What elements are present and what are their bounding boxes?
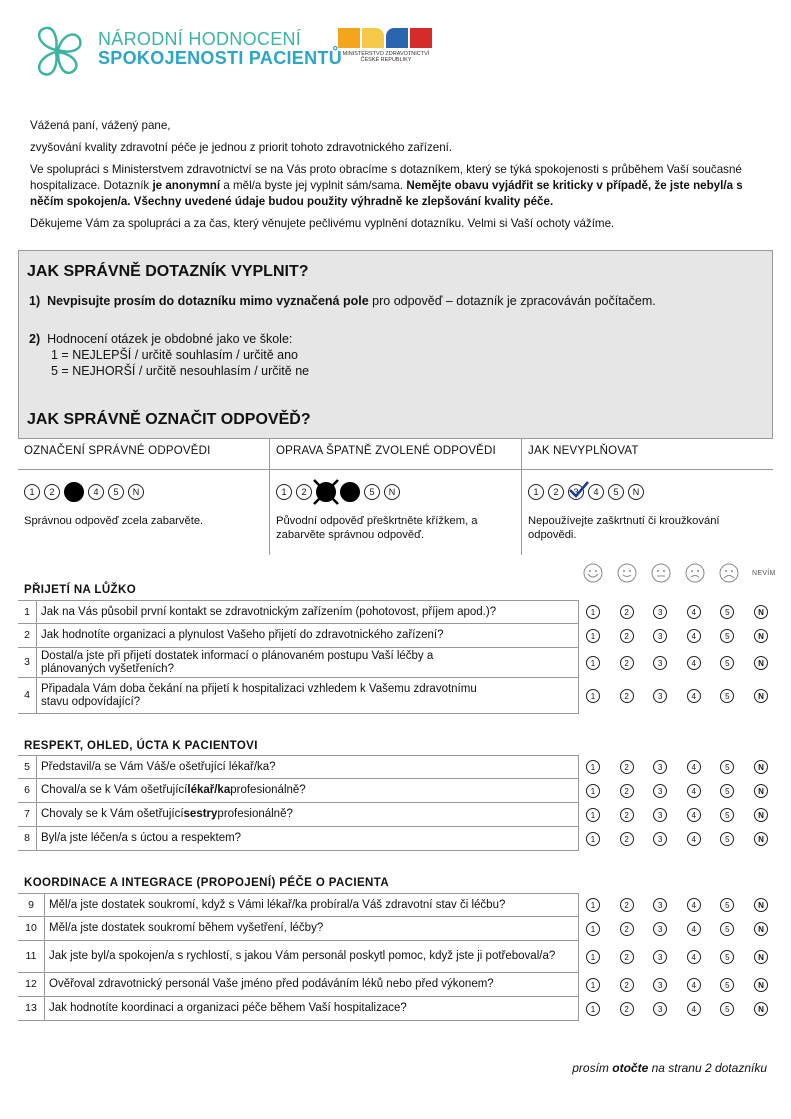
answer-bubble-2[interactable]: 2	[620, 605, 634, 619]
brand-title	[98, 30, 342, 68]
answer-bubble-5[interactable]: 5	[720, 656, 734, 670]
answer-bubble-1[interactable]: 1	[586, 784, 600, 798]
answer-bubble-4[interactable]: 4	[687, 605, 701, 619]
answer-options	[582, 1002, 774, 1016]
intro-text	[30, 118, 765, 238]
sad-face-icon	[685, 563, 705, 583]
answer-bubble-n[interactable]: N	[754, 978, 768, 992]
answer-bubble-1[interactable]: 1	[586, 950, 600, 964]
answer-bubble-1[interactable]: 1	[586, 1002, 600, 1016]
example-wrong: JAK NEVYPLŇOVAT 1 2 3 4 5 N Nepoužívejte zaškrtnutí či kroužkování odpovědi.	[522, 439, 773, 555]
answer-bubble-4[interactable]: 4	[687, 689, 701, 703]
answer-bubble-3[interactable]: 3	[653, 689, 667, 703]
answer-bubble-2[interactable]: 2	[620, 760, 634, 774]
answer-options	[582, 760, 774, 774]
answer-bubble-n[interactable]: N	[754, 784, 768, 798]
intro-p3: Děkujeme Vám za spolupráci a za čas, který věnujete pečlivému vyplnění dotazníku. Velmi si Vaší ochoty vážíme.	[30, 217, 615, 230]
section-title: KOORDINACE A INTEGRACE (PROPOJENÍ) PÉČE O PACIENTA	[24, 877, 390, 889]
answer-bubble-n[interactable]: N	[754, 950, 768, 964]
answer-bubble-2[interactable]: 2	[620, 656, 634, 670]
answer-bubble-n[interactable]: N	[754, 808, 768, 822]
answer-options	[582, 656, 774, 670]
instructions-title: JAK SPRÁVNĚ DOTAZNÍK VYPLNIT?	[27, 263, 309, 280]
question-row: 13 Jak hodnotíte koordinaci a organizaci péče během Vaší hospitalizace?	[18, 997, 578, 1021]
answer-bubble-1[interactable]: 1	[586, 605, 600, 619]
answer-bubble-5[interactable]: 5	[720, 605, 734, 619]
answer-bubble-5[interactable]: 5	[720, 760, 734, 774]
answer-options	[582, 832, 774, 846]
very-happy-face-icon	[583, 563, 603, 583]
answer-bubble-5[interactable]: 5	[720, 978, 734, 992]
answer-bubble-5[interactable]: 5	[720, 832, 734, 846]
section-title: RESPEKT, OHLED, ÚCTA K PACIENTOVI	[24, 740, 258, 752]
answer-bubble-4[interactable]: 4	[687, 832, 701, 846]
answer-options	[582, 898, 774, 912]
answer-bubble-3[interactable]: 3	[653, 898, 667, 912]
answer-bubble-2[interactable]: 2	[620, 1002, 634, 1016]
question-row: 7 Chovaly se k Vám ošetřující sestry profesionálně?	[18, 803, 578, 827]
answer-bubble-4[interactable]: 4	[687, 656, 701, 670]
answer-bubble-2[interactable]: 2	[620, 689, 634, 703]
answer-bubble-5[interactable]: 5	[720, 784, 734, 798]
crossed-out-mark-icon	[316, 482, 336, 502]
greeting: Vážená paní, vážený pane,	[30, 119, 171, 132]
answer-options	[582, 689, 774, 703]
answer-bubble-3[interactable]: 3	[653, 978, 667, 992]
answer-bubble-2[interactable]: 2	[620, 898, 634, 912]
answer-bubble-n[interactable]: N	[754, 605, 768, 619]
section-title: PŘIJETÍ NA LŮŽKO	[24, 584, 137, 596]
answer-options	[582, 978, 774, 992]
neutral-face-icon	[651, 563, 671, 583]
answer-bubble-2[interactable]: 2	[620, 629, 634, 643]
answer-bubble-1[interactable]: 1	[586, 978, 600, 992]
answer-bubble-n[interactable]: N	[754, 629, 768, 643]
answer-bubble-n[interactable]: N	[754, 1002, 768, 1016]
answer-bubble-5[interactable]: 5	[720, 898, 734, 912]
marking-examples	[18, 438, 773, 555]
example-bubbles: 1 2 5 N	[276, 482, 516, 502]
answer-bubble-2[interactable]: 2	[620, 978, 634, 992]
answer-bubble-2[interactable]: 2	[620, 784, 634, 798]
answer-options	[582, 629, 774, 643]
answer-bubble-5[interactable]: 5	[720, 950, 734, 964]
answer-bubble-1[interactable]: 1	[586, 808, 600, 822]
question-row: 3 Dostal/a jste při přijetí dostatek informací o plánovaném postupu Vaší léčby a plánovaných vyšetřeních?	[18, 648, 578, 678]
brand-line-1: NÁRODNÍ HODNOCENÍ	[98, 29, 302, 49]
answer-bubble-4[interactable]: 4	[687, 1002, 701, 1016]
answer-bubble-5[interactable]: 5	[720, 808, 734, 822]
clover-logo-icon	[28, 22, 86, 80]
answer-bubble-3[interactable]: 3	[653, 808, 667, 822]
example-bubbles: 1 2 4 5 N	[24, 482, 264, 502]
answer-bubble-1[interactable]: 1	[586, 629, 600, 643]
answer-bubble-n[interactable]: N	[754, 760, 768, 774]
ministry-logo	[338, 28, 434, 63]
ministry-logo-icon	[338, 28, 434, 48]
answer-bubble-1[interactable]: 1	[586, 898, 600, 912]
answer-bubble-n[interactable]: N	[754, 832, 768, 846]
question-row: 9 Měl/a jste dostatek soukromí, když s Vámi lékař/ka probíral/a Váš zdravotní stav či léčbu?	[18, 893, 578, 917]
question-row: 2 Jak hodnotíte organizaci a plynulost Vašeho přijetí do zdravotnického zařízení?	[18, 624, 578, 648]
answer-bubble-n[interactable]: N	[754, 656, 768, 670]
answer-bubble-5[interactable]: 5	[720, 689, 734, 703]
question-row: 12 Ověřoval zdravotnický personál Vaše jméno před podáváním léků nebo před výkonem?	[18, 973, 578, 997]
question-row: 6 Choval/a se k Vám ošetřující lékař/ka profesionálně?	[18, 779, 578, 803]
answer-bubble-3[interactable]: 3	[653, 922, 667, 936]
answer-bubble-3[interactable]: 3	[653, 950, 667, 964]
answer-bubble-1[interactable]: 1	[586, 832, 600, 846]
answer-bubble-4[interactable]: 4	[687, 950, 701, 964]
answer-bubble-3[interactable]: 3	[653, 760, 667, 774]
answer-bubble-4[interactable]: 4	[687, 784, 701, 798]
dont-know-label: NEVÍM	[752, 570, 776, 577]
answer-options	[582, 950, 774, 964]
answer-bubble-4[interactable]: 4	[687, 629, 701, 643]
answer-bubble-n[interactable]: N	[754, 689, 768, 703]
answer-bubble-1[interactable]: 1	[586, 656, 600, 670]
mark-title: JAK SPRÁVNĚ OZNAČIT ODPOVĚĎ?	[27, 411, 311, 428]
answer-bubble-4[interactable]: 4	[687, 978, 701, 992]
answer-bubble-2[interactable]: 2	[620, 832, 634, 846]
answer-bubble-3[interactable]: 3	[653, 784, 667, 798]
instruction-2: 2) Hodnocení otázek je obdobné jako ve škole: 1 = NEJLEPŠÍ / určitě souhlasím / určitě ano 5 = NEJHORŠÍ / určitě nesouhlasím / určitě ne	[29, 332, 310, 378]
answer-bubble-3[interactable]: 3	[653, 629, 667, 643]
answer-bubble-1[interactable]: 1	[586, 689, 600, 703]
answer-bubble-3[interactable]: 3	[653, 1002, 667, 1016]
example-correction: OPRAVA ŠPATNĚ ZVOLENÉ ODPOVĚDI 1 2 5 N Původní odpověď přeškrtněte křížkem, a zabarvěte správnou odpověď.	[270, 439, 522, 555]
question-row: 4 Připadala Vám doba čekání na přijetí k hospitalizaci vzhledem k Vašemu zdravotnímu stavu odpovídající?	[18, 678, 578, 714]
answer-bubble-3[interactable]: 3	[653, 605, 667, 619]
checkmark-icon: 3	[568, 484, 584, 500]
answer-bubble-2[interactable]: 2	[620, 808, 634, 822]
turn-page-note: prosím otočte na stranu 2 dotazníku	[572, 1061, 767, 1075]
question-row: 11 Jak jste byl/a spokojen/a s rychlostí, s jakou Vám personál poskytl pomoc, když jste ji potřeboval/a?	[18, 941, 578, 973]
answer-bubble-5[interactable]: 5	[720, 922, 734, 936]
very-sad-face-icon	[719, 563, 739, 583]
answer-bubble-4[interactable]: 4	[687, 898, 701, 912]
answer-options	[582, 922, 774, 936]
intro-p2: Ve spolupráci s Ministerstvem zdravotnictví se na Vás proto obracíme s dotazníkem, který se týká spokojenosti s průběhem Vaší současné hospitalizace. Dotazník je anonymní a měl/a byste jej vyplnit sám/sama. Nemějte obavu vyjádřit se kriticky v případě, že jste nebyl/a s něčím spokojen/a. Všechny uvedené údaje budou použity výhradně ke zlepšování kvality péče.	[30, 163, 743, 208]
question-row: 1 Jak na Vás působil první kontakt se zdravotnickým zařízením (pohotovost, příjem apod.)?	[18, 600, 578, 624]
intro-p1: zvyšování kvality zdravotní péče je jednou z priorit tohoto zdravotnického zařízení.	[30, 141, 453, 154]
answer-bubble-1[interactable]: 1	[586, 922, 600, 936]
answer-bubble-5[interactable]: 5	[720, 629, 734, 643]
answer-options	[582, 784, 774, 798]
example-bubbles: 1 2 3 4 5 N	[528, 482, 768, 502]
example-correct: OZNAČENÍ SPRÁVNÉ ODPOVĚDI 1 2 4 5 N Správnou odpověď zcela zabarvěte.	[18, 439, 270, 555]
answer-bubble-3[interactable]: 3	[653, 656, 667, 670]
answer-bubble-n[interactable]: N	[754, 922, 768, 936]
answer-bubble-2[interactable]: 2	[620, 950, 634, 964]
question-row: 5 Představil/a se Vám Váš/e ošetřující lékař/ka?	[18, 755, 578, 779]
answer-bubble-4[interactable]: 4	[687, 808, 701, 822]
instruction-1: 1) Nevpisujte prosím do dotazníku mimo vyznačená pole pro odpověď – dotazník je zpracováván počítačem.	[29, 294, 656, 308]
answer-bubble-2[interactable]: 2	[620, 922, 634, 936]
answer-options	[582, 605, 774, 619]
question-row: 10 Měl/a jste dostatek soukromí během vyšetření, léčby?	[18, 917, 578, 941]
answer-bubble-4[interactable]: 4	[687, 922, 701, 936]
answer-bubble-3[interactable]: 3	[653, 832, 667, 846]
answer-bubble-n[interactable]: N	[754, 898, 768, 912]
ministry-name: MINISTERSTVO ZDRAVOTNICTVÍ ČESKÉ REPUBLIKY	[342, 51, 430, 63]
happy-face-icon	[617, 563, 637, 583]
answer-bubble-1[interactable]: 1	[586, 760, 600, 774]
answer-options	[582, 808, 774, 822]
brand-line-2: SPOKOJENOSTI PACIENTŮ	[98, 48, 342, 68]
question-row: 8 Byl/a jste léčen/a s úctou a respektem?	[18, 827, 578, 851]
answer-bubble-4[interactable]: 4	[687, 760, 701, 774]
answer-bubble-5[interactable]: 5	[720, 1002, 734, 1016]
